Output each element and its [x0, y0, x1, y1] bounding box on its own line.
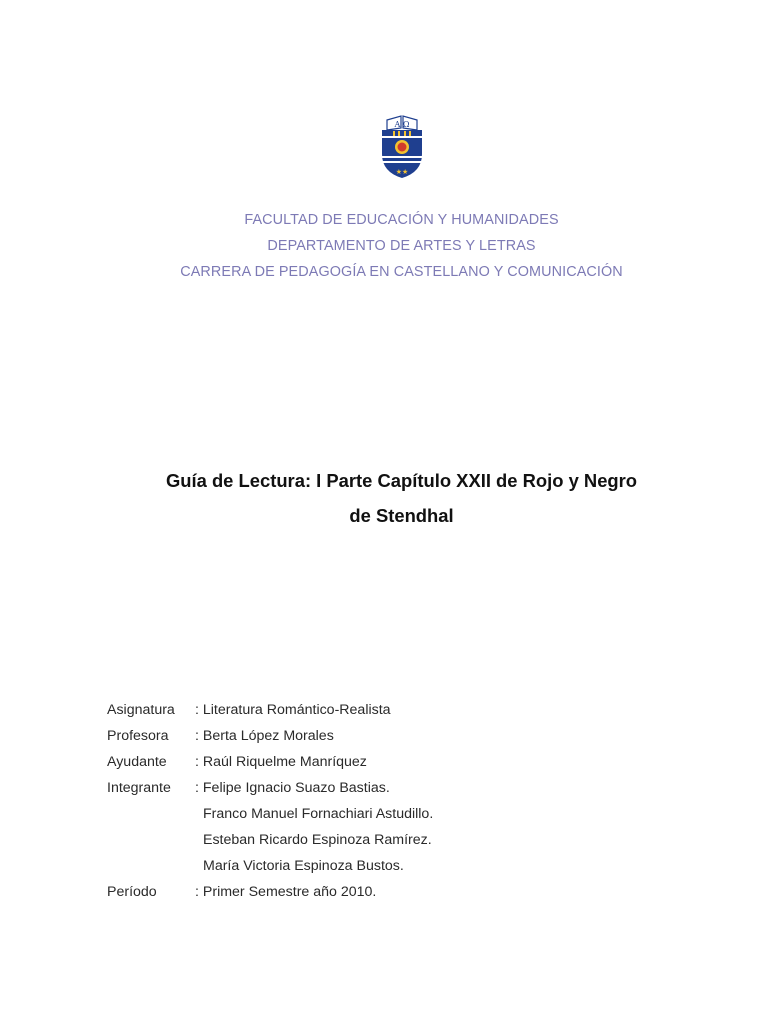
integrante-name: Franco Manuel Fornachiari Astudillo.: [203, 806, 434, 822]
integrante-name: María Victoria Espinoza Bustos.: [203, 858, 404, 874]
department-name: DEPARTAMENTO DE ARTES Y LETRAS: [267, 238, 536, 254]
integrante-row-2: [107, 801, 707, 827]
career-name: CARRERA DE PEDAGOGÍA EN CASTELLANO Y COMUNICACIÓN: [180, 264, 623, 280]
profesora-label: Profesora: [107, 728, 169, 744]
integrante-row-3: [107, 827, 707, 853]
info-row-ayudante: [107, 749, 707, 775]
title-line-2: de Stendhal: [349, 505, 454, 526]
institution-header: [0, 207, 768, 285]
course-info: [107, 697, 707, 905]
document-title: [0, 463, 768, 533]
svg-text:★★: ★★: [395, 169, 409, 176]
asignatura-value: : Literatura Romántico-Realista: [195, 702, 391, 718]
info-row-periodo: [107, 879, 707, 905]
periodo-value: : Primer Semestre año 2010.: [195, 884, 377, 900]
info-row-asignatura: [107, 697, 707, 723]
faculty-name: FACULTAD DE EDUCACIÓN Y HUMANIDADES: [244, 212, 559, 228]
periodo-label: Período: [107, 884, 157, 900]
integrante-value: : Felipe Ignacio Suazo Bastias.: [195, 780, 390, 796]
title-line-1: Guía de Lectura: I Parte Capítulo XXII de Rojo y Negro: [165, 470, 638, 491]
info-row-integrante: [107, 775, 707, 801]
asignatura-label: Asignatura: [107, 702, 175, 718]
profesora-value: : Berta López Morales: [195, 728, 334, 744]
info-row-profesora: [107, 723, 707, 749]
ayudante-value: : Raúl Riquelme Manríquez: [195, 754, 367, 770]
ayudante-label: Ayudante: [107, 754, 167, 770]
integrante-label: Integrante: [107, 780, 171, 796]
university-crest-icon: [379, 112, 425, 180]
crest-text: A Ω: [394, 120, 410, 129]
integrante-name: Esteban Ricardo Espinoza Ramírez.: [203, 832, 432, 848]
integrante-row-4: [107, 853, 707, 879]
